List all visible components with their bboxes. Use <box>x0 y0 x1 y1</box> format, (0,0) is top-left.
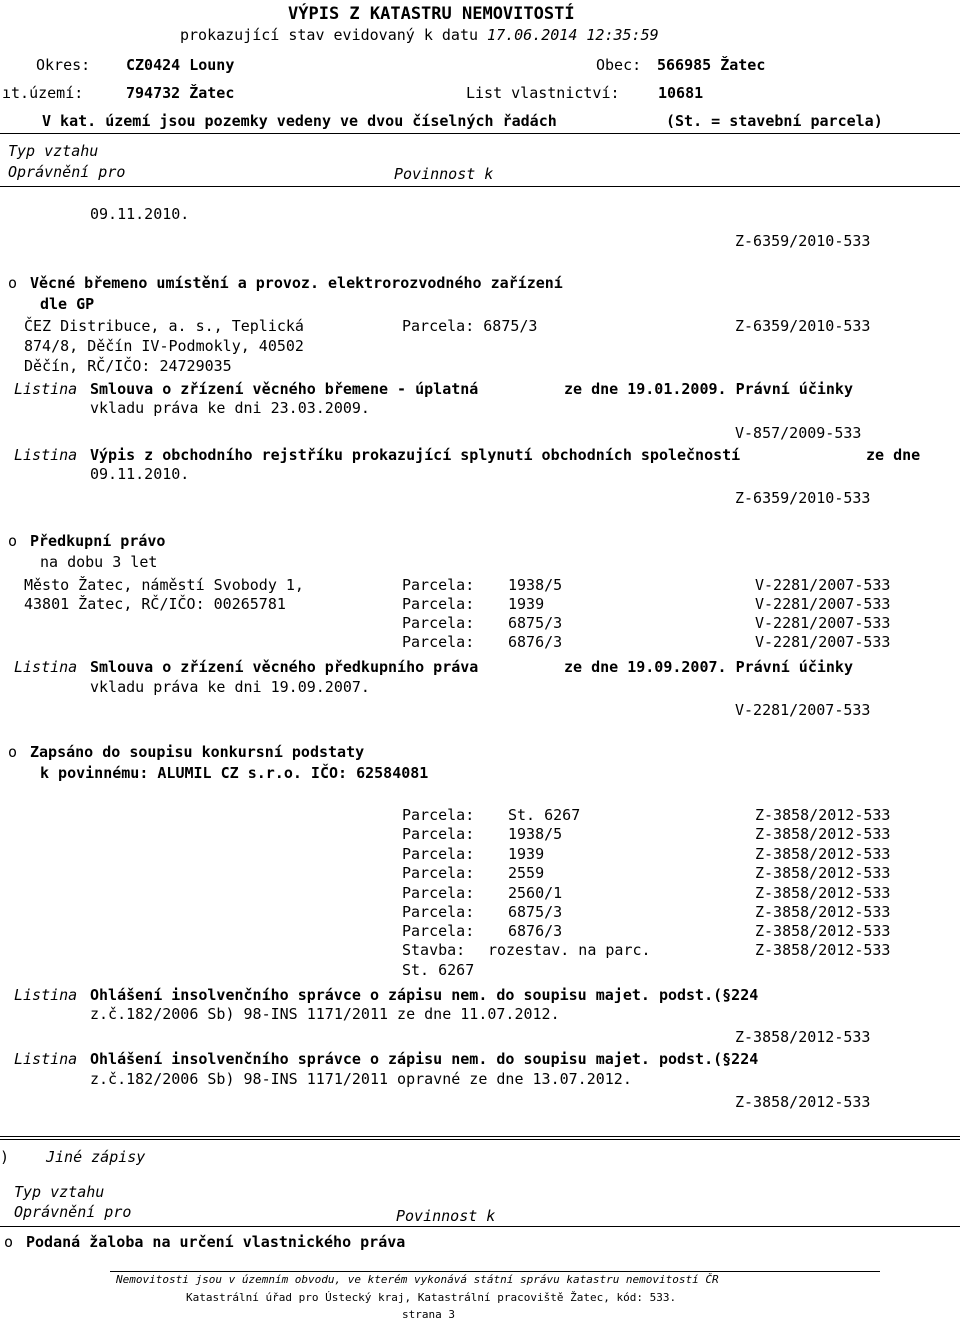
s2-title2: na dobu 3 let <box>40 553 158 571</box>
s3-parcel-ref: Z-3858/2012-533 <box>755 884 891 902</box>
page-number: strana 3 <box>402 1308 455 1321</box>
top-ref: Z-6359/2010-533 <box>735 232 871 250</box>
s2-title: Předkupní právo <box>30 532 166 550</box>
s3-l1-label: Listina <box>14 986 78 1004</box>
s3-parcel-label: Parcela: <box>402 884 475 902</box>
s3-stavba-ref: Z-3858/2012-533 <box>755 941 891 959</box>
s3-parcel-num: St. 6267 <box>508 806 581 824</box>
extract-datetime: 17.06.2014 12:35:59 <box>487 26 659 44</box>
s3-parcel-label: Parcela: <box>402 845 475 863</box>
s3-l1-ref: Z-3858/2012-533 <box>735 1028 871 1046</box>
s1-l1-ref: V-857/2009-533 <box>735 424 862 442</box>
divider <box>0 186 960 187</box>
subtitle-prefix: prokazující stav evidovaný k datu <box>180 26 479 44</box>
s2-parcel-num: 1938/5 <box>508 576 563 594</box>
s3-l1-text2: z.č.182/2006 Sb) 98-INS 1171/2011 ze dne 11.07.2012. <box>90 1005 560 1023</box>
s1-l2-text: Výpis z obchodního rejstříku prokazující splynutí obchodních společností <box>90 446 741 464</box>
top-date: 09.11.2010. <box>90 205 190 223</box>
s3-parcel-label: Parcela: <box>402 806 475 824</box>
s2-parcel-label: Parcela: <box>402 633 475 651</box>
s2-parcel-num: 1939 <box>508 595 545 613</box>
s2-l-text2: vkladu práva ke dni 19.09.2007. <box>90 678 370 696</box>
document-title: VÝPIS Z KATASTRU NEMOVITOSTÍ <box>288 4 575 24</box>
col-opravneni: Oprávnění pro <box>8 163 126 181</box>
s1-l1-text2: vkladu práva ke dni 23.03.2009. <box>90 399 370 417</box>
s1-owner2: 874/8, Děčín IV-Podmokly, 40502 <box>24 337 304 355</box>
bullet: o <box>8 743 18 761</box>
s3-parcel-label: Parcela: <box>402 864 475 882</box>
s2-parcel-label: Parcela: <box>402 576 475 594</box>
bullet: o <box>4 1233 14 1251</box>
s3-parcel-ref: Z-3858/2012-533 <box>755 845 891 863</box>
col-typ: Typ vztahu <box>8 142 99 160</box>
s1-title2: dle GP <box>40 295 95 313</box>
s3-l2-text2: z.č.182/2006 Sb) 98-INS 1171/2011 opravné ze dne 13.07.2012. <box>90 1070 632 1088</box>
s3-parcel-ref: Z-3858/2012-533 <box>755 806 891 824</box>
s1-title: Věcné břemeno umístění a provoz. elektrorozvodného zařízení <box>30 274 563 292</box>
s3-stavba-desc: rozestav. na parc. <box>488 941 651 959</box>
jine-col-typ: Typ vztahu <box>14 1183 105 1201</box>
s3-parcel-label: Parcela: <box>402 903 475 921</box>
s2-parcel-label: Parcela: <box>402 595 475 613</box>
s3-parcel-num: 6876/3 <box>508 922 563 940</box>
s2-parcel-ref: V-2281/2007-533 <box>755 633 891 651</box>
s3-stavba-parcel: St. 6267 <box>402 961 475 979</box>
s2-l-right: ze dne 19.09.2007. Právní účinky <box>564 658 853 676</box>
s1-l2-right: ze dne <box>866 446 921 464</box>
s3-parcel-num: 2559 <box>508 864 545 882</box>
s2-l-ref: V-2281/2007-533 <box>735 701 871 719</box>
jine-col-povinnost: Povinnost k <box>396 1207 496 1225</box>
footer-divider <box>110 1271 880 1272</box>
s1-owner1: ČEZ Distribuce, a. s., Teplická <box>24 317 304 335</box>
ku-label: ıt.území: <box>2 84 84 102</box>
series-note-right: (St. = stavební parcela) <box>666 112 883 130</box>
s3-l2-text: Ohlášení insolvenčního správce o zápisu nem. do soupisu majet. podst.(§224 <box>90 1050 759 1068</box>
divider <box>0 1226 960 1227</box>
okres-value: CZ0424 Louny <box>126 56 235 74</box>
s2-l-text: Smlouva o zřízení věcného předkupního práva <box>90 658 479 676</box>
s2-parcel-num: 6875/3 <box>508 614 563 632</box>
s2-parcel-ref: V-2281/2007-533 <box>755 614 891 632</box>
subtitle <box>180 26 659 44</box>
s3-title: Zapsáno do soupisu konkursní podstaty <box>30 743 365 761</box>
s3-parcel-ref: Z-3858/2012-533 <box>755 825 891 843</box>
lv-label: List vlastnictví: <box>466 84 620 102</box>
s3-parcel-label: Parcela: <box>402 825 475 843</box>
jine-item: Podaná žaloba na určení vlastnického práva <box>26 1233 406 1251</box>
s3-l1-text: Ohlášení insolvenčního správce o zápisu nem. do soupisu majet. podst.(§224 <box>90 986 759 1004</box>
s3-parcel-num: 1939 <box>508 845 545 863</box>
s1-l1-right: ze dne 19.01.2009. Právní účinky <box>564 380 853 398</box>
ku-value: 794732 Žatec <box>126 84 235 102</box>
okres-label: Okres: <box>36 56 91 74</box>
obec-label: Obec: <box>596 56 642 74</box>
divider <box>0 1139 960 1140</box>
s1-parcel-ref: Z-6359/2010-533 <box>735 317 871 335</box>
s2-l-label: Listina <box>14 658 78 676</box>
divider <box>0 133 960 134</box>
s3-parcel-num: 6875/3 <box>508 903 563 921</box>
footer-line2: Katastrální úřad pro Ústecký kraj, Katastrální pracoviště Žatec, kód: 533. <box>186 1291 677 1304</box>
obec-value: 566985 Žatec <box>657 56 766 74</box>
s3-l2-ref: Z-3858/2012-533 <box>735 1093 871 1111</box>
s1-l2-label: Listina <box>14 446 78 464</box>
section-marker: ) <box>0 1148 10 1166</box>
jine-col-opravneni: Oprávnění pro <box>14 1203 132 1221</box>
s3-parcel-label: Parcela: <box>402 922 475 940</box>
s3-parcel-ref: Z-3858/2012-533 <box>755 864 891 882</box>
lv-value: 10681 <box>658 84 704 102</box>
col-povinnost: Povinnost k <box>394 165 494 183</box>
s2-parcel-num: 6876/3 <box>508 633 563 651</box>
s3-title2: k povinnému: ALUMIL CZ s.r.o. IČO: 62584081 <box>40 764 429 782</box>
s1-owner3: Děčín, RČ/IČO: 24729035 <box>24 357 232 375</box>
s2-parcel-label: Parcela: <box>402 614 475 632</box>
s2-owner1: Město Žatec, náměstí Svobody 1, <box>24 576 304 594</box>
s2-parcel-ref: V-2281/2007-533 <box>755 576 891 594</box>
s1-l1-text: Smlouva o zřízení věcného břemene - úplatná <box>90 380 479 398</box>
jine-title: Jiné zápisy <box>46 1148 146 1166</box>
s3-parcel-ref: Z-3858/2012-533 <box>755 922 891 940</box>
s3-parcel-ref: Z-3858/2012-533 <box>755 903 891 921</box>
s1-l2-ref: Z-6359/2010-533 <box>735 489 871 507</box>
bullet: o <box>8 274 18 292</box>
s2-parcel-ref: V-2281/2007-533 <box>755 595 891 613</box>
bullet: o <box>8 532 18 550</box>
divider <box>0 1136 960 1137</box>
series-note: V kat. území jsou pozemky vedeny ve dvou číselných řadách <box>42 112 557 130</box>
s1-l2-text2: 09.11.2010. <box>90 465 190 483</box>
s1-parcel: Parcela: 6875/3 <box>402 317 538 335</box>
s3-l2-label: Listina <box>14 1050 78 1068</box>
s1-l1-label: Listina <box>14 380 78 398</box>
s3-parcel-num: 1938/5 <box>508 825 563 843</box>
s3-parcel-num: 2560/1 <box>508 884 563 902</box>
s2-owner2: 43801 Žatec, RČ/IČO: 00265781 <box>24 595 286 613</box>
footer-line1: Nemovitosti jsou v územním obvodu, ve kterém vykonává státní správu katastru nemovitostí ČR <box>116 1273 719 1286</box>
s3-stavba-label: Stavba: <box>402 941 466 959</box>
